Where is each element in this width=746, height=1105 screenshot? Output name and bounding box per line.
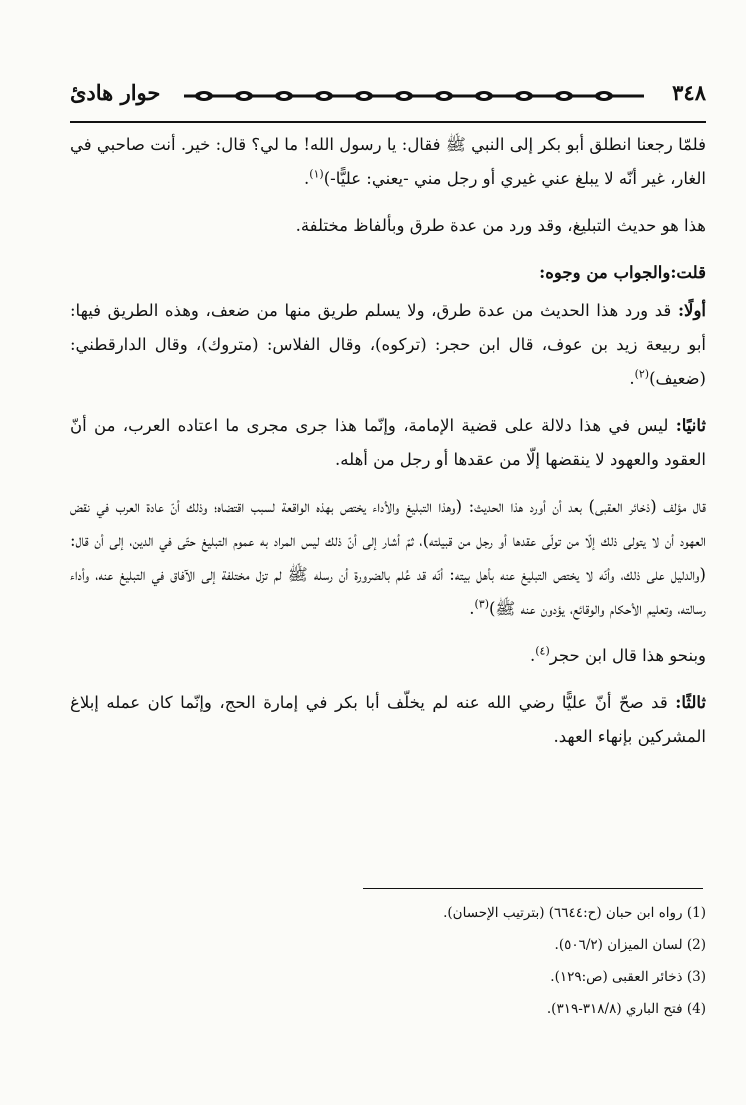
paragraph: فلمّا رجعنا انطلق أبو بكر إلى النبي ﷺ فقال: يا رسول الله! ما لي؟ قال: خير. أنت صاحبي في الغار، غير أنّه لا يبلغ عني غيري أو رجل مني -يعني: عليًّا-)$^{(١)}$. xyxy=(70,135,706,188)
header-rule xyxy=(70,121,706,123)
section-heading: قلت:والجواب من وجوه: xyxy=(539,263,706,282)
footnote: (2) لسان الميزان (٥٠٦/٢). xyxy=(554,937,706,953)
paragraph: أولًا: قد ورد هذا الحديث من عدة طرق، ولا يسلم طريق منها من ضعف، وهذه الطريق فيها: أبو ربيعة زيد بن عوف، قال ابن حجر: (تركوه)، وقال الفلاس: (متروك)، وقال الدارقطني: (ضعيف)$^{(٢)}$. xyxy=(70,301,706,388)
paragraph: قال مؤلف (ذخائر العقبى) بعد أن أورد هذا الحديث: (وهذا التبليغ والأداء يختص بهذه الواقعة لسبب اقتضاه؛ وذلك أنّ عادة العرب في نقض العهود أن لا يتولى ذلك إلّا من تولّى عقدها أو رجل من قبيلته)، ثمّ أشار إلى أنّ ذلك ليس المراد به عموم التبليغ حتّى في الدين، إلى أن قال: (والدليل على ذلك، وأنّه لا يختص التبليغ عنه بأهل بيته: أنّه قد عُلم بالضرورة أن رسله ﷺ لم تزل مختلفة إلى الآفاق في التبليغ عنه، وأداء رسالته، وتعليم الأحكام والوقائع، يؤدون عنه ﷺ)$^{(٣)}$. xyxy=(70,497,706,618)
point-lead: ثالثًا: xyxy=(675,693,706,712)
footnote: (3) ذخائر العقبى (ص:١٢٩). xyxy=(550,969,706,985)
paragraph-text: قال مؤلف (ذخائر العقبى) بعد أن أورد هذا الحديث: (وهذا التبليغ والأداء يختص بهذه الواقعة لسبب اقتضاه؛ وذلك أنّ عادة العرب في نقض العهود أن لا يتولى ذلك إلّا من تولّى عقدها أو رجل من قبيلته)، ثمّ أشار إلى أنّ ذلك ليس المراد به عموم التبليغ حتّى في الدين، إلى أن قال: (والدليل على ذلك، وأنّه لا يختص التبليغ عنه بأهل بيته: أنّه قد عُلم بالضرورة أن رسله ﷺ لم تزل مختلفة إلى الآفاق في التبليغ عنه، وأداء رسالته، وتعليم الأحكام والوقائع، يؤدون عنه ﷺ) xyxy=(70,497,706,618)
footnote: (4) فتح الباري (٣١٨/٨-٣١٩). xyxy=(546,1001,706,1017)
body-text xyxy=(70,128,706,767)
paragraph-text: ليس في هذا دلالة على قضية الإمامة، وإنّما هذا جرى مجرى ما اعتاده العرب، من أنّ العقود والعهود لا ينقضها إلّا من عقدها أو رجل من أهله. xyxy=(70,416,706,469)
paragraph-text: وبنحو هذا قال ابن حجر xyxy=(549,646,706,665)
header-ornament-icon xyxy=(184,83,644,109)
paragraph: وبنحو هذا قال ابن حجر$^{(٤)}$. xyxy=(530,644,706,665)
point-lead: ثانيًا: xyxy=(675,416,706,435)
footnote: (1) رواه ابن حبان (ح:٦٦٤٤) (بترتيب الإحسان). xyxy=(443,905,706,921)
footnote-ref: (٣) xyxy=(474,597,489,611)
paragraph xyxy=(70,409,706,477)
footnote-ref: (١) xyxy=(309,167,324,181)
page-header xyxy=(70,80,706,120)
paragraph-text: قد ورد هذا الحديث من عدة طرق، ولا يسلم طريق منها من ضعف، وهذه الطريق فيها: أبو ربيعة زيد بن عوف، قال ابن حجر: (تركوه)، وقال الفلاس: (متروك)، وقال الدارقطني: (ضعيف) xyxy=(70,301,706,388)
paragraph-text: فلمّا رجعنا انطلق أبو بكر إلى النبي ﷺ فقال: يا رسول الله! ما لي؟ قال: خير. أنت صاحبي في الغار، غير أنّه لا يبلغ عني غيري أو رجل مني -يعني: عليًّا-) xyxy=(70,135,706,188)
running-title: حوار هادئ xyxy=(70,80,161,105)
paragraph: هذا هو حديث التبليغ، وقد ورد من عدة طرق وبألفاظ مختلفة. xyxy=(295,216,706,235)
paragraph-text: قد صحّ أنّ عليًّا رضي الله عنه لم يخلّف أبا بكر في إمارة الحج، وإنّما كان عمله إبلاغ المشركين بإنهاء العهد. xyxy=(70,693,706,746)
page-number: ٣٤٨ xyxy=(672,80,706,105)
footnote-ref: (٢) xyxy=(634,367,650,381)
footnotes xyxy=(236,900,706,1028)
point-lead: أولًا: xyxy=(677,301,706,320)
paragraph xyxy=(70,686,706,754)
footnote-ref: (٤) xyxy=(535,644,550,658)
footnote-separator xyxy=(363,888,703,889)
